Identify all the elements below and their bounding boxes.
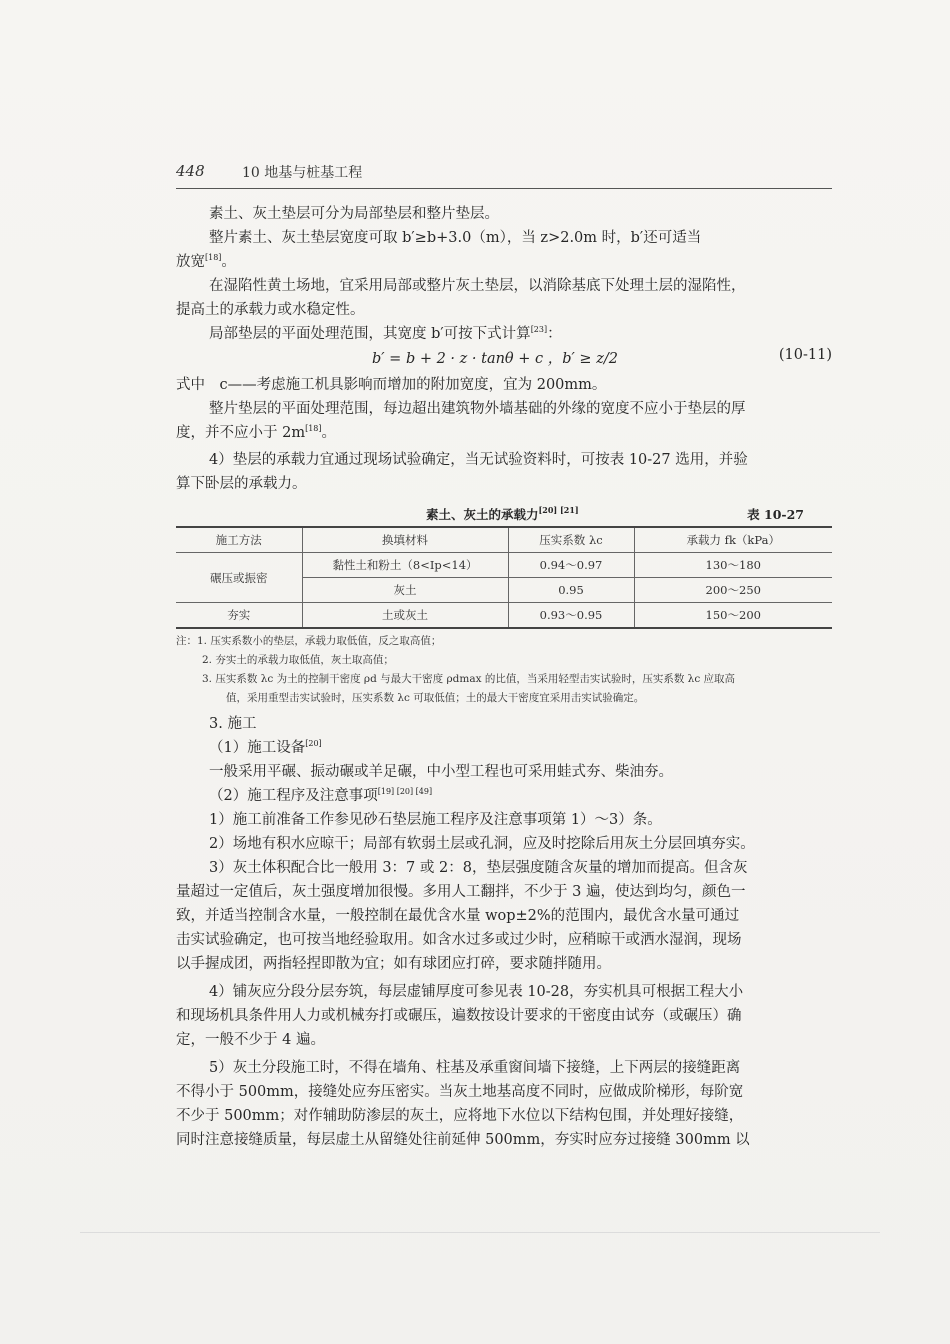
table-number: 表 10-27 [747, 507, 804, 522]
table-cell: 土或灰土 [302, 603, 508, 629]
table-row [176, 553, 832, 578]
paragraph: 整片垫层的平面处理范围，每边超出建筑物外墙基础的外缘的宽度不应小于垫层的厚 [209, 401, 746, 417]
paragraph: 算下卧层的承载力。 [176, 476, 307, 492]
paragraph: 和现场机具条件用人力或机械夯打或碾压，遍数按设计要求的干密度由试夯（或碾压）确 [176, 1008, 742, 1024]
table-header-row [176, 527, 832, 553]
paragraph: 整片素土、灰土垫层宽度可取 b′≥b+3.0（m），当 z>2.0m 时，b′还可适当 [209, 230, 702, 246]
bearing-capacity-table [176, 526, 832, 629]
table-cell: 0.93～0.95 [508, 603, 634, 629]
note-line: 注：1. 压实系数小的垫层，承载力取低值，反之取高值； [176, 635, 442, 647]
formula-10-11 [176, 347, 832, 371]
paragraph: 不少于 500mm；对作辅助防渗层的灰土，应将地下水位以下结构包围，并处理好接缝， [176, 1108, 744, 1124]
note-line: 值，采用重型击实试验时，压实系数 λc 可取低值；土的最大干密度宜采用击实试验确定。 [226, 692, 645, 704]
chapter-title: 10 地基与桩基工程 [242, 165, 363, 181]
table-cell: 130～180 [634, 553, 832, 578]
paragraph: 1）施工前准备工作参见砂石垫层施工程序及注意事项第 1）～3）条。 [209, 812, 662, 828]
paragraph: 2）场地有积水应晾干；局部有软弱土层或孔洞，应及时挖除后用灰土分层回填夯实。 [209, 836, 755, 852]
table-cell: 灰土 [302, 578, 508, 603]
section-heading: 3. 施工 [209, 716, 257, 732]
formula-number: (10-11) [778, 347, 832, 363]
paragraph: 式中 c——考虑施工机具影响而增加的附加宽度，宜为 200mm。 [176, 377, 607, 393]
paragraph: 度，并不应小于 2m[18]。 [176, 424, 337, 441]
table-cell: 黏性土和粉土（8<Ip<14） [302, 553, 508, 578]
note-line: 2. 夯实土的承载力取低值，灰土取高值； [202, 654, 394, 666]
running-header [176, 160, 832, 189]
paragraph: 4）垫层的承载力宜通过现场试验确定，当无试验资料时，可按表 10-27 选用，并验 [209, 452, 748, 468]
page-bottom-rule [80, 1232, 880, 1233]
paragraph: 不得小于 500mm，接缝处应夯压密实。当灰土地基高度不同时，应做成阶梯形，每阶宽 [176, 1084, 744, 1100]
citation: [18] [305, 424, 322, 433]
citation: [19] [20] [49] [377, 787, 433, 796]
paragraph: 同时注意接缝质量，每层虚土从留缝处往前延伸 500mm，夯实时应夯过接缝 300mm 以 [176, 1132, 750, 1148]
paragraph: 素土、灰土垫层可分为局部垫层和整片垫层。 [209, 206, 499, 222]
intro-paragraphs [176, 202, 832, 346]
paragraph: 3）灰土体积配合比一般用 3：7 或 2：8，垫层强度随含灰量的增加而提高。但含灰 [209, 860, 748, 876]
paragraph: 5）灰土分段施工时，不得在墙角、柱基及承重窗间墙下接缝，上下两层的接缝距离 [209, 1060, 741, 1076]
paragraph: 定，一般不少于 4 遍。 [176, 1032, 325, 1048]
table-cell-method: 夯实 [176, 603, 302, 629]
subsection-heading: （2）施工程序及注意事项[19] [20] [49] [209, 787, 433, 804]
table-cell: 0.95 [508, 578, 634, 603]
formula-expression: b′ = b + 2 · z · tanθ + c ，b′ ≥ z/2 [372, 351, 618, 367]
paragraph: 在湿陷性黄土场地，宜采用局部或整片灰土垫层，以消除基底下处理土层的湿陷性， [209, 278, 746, 294]
table-notes [176, 632, 832, 708]
citation: [18] [205, 253, 222, 262]
table-cell: 150～200 [634, 603, 832, 629]
table-header-cell: 压实系数 λc [508, 527, 634, 553]
subsection-heading: （1）施工设备[20] [209, 739, 322, 756]
note-line: 3. 压实系数 λc 为土的控制干密度 ρd 与最大干密度 ρdmax 的比值，当采用轻型击实试验时，压实系数 λc 应取高 [202, 673, 736, 685]
paragraph: 以手握成团，两指轻捏即散为宜；如有球团应打碎，要求随拌随用。 [176, 956, 611, 972]
citation: [20] [305, 739, 322, 748]
paragraph: 提高土的承载力或水稳定性。 [176, 302, 365, 318]
paragraph: 局部垫层的平面处理范围，其宽度 b′可按下式计算[23]： [209, 325, 562, 342]
paragraph: 量超过一定值后，灰土强度增加很慢。多用人工翻拌，不少于 3 遍，使达到均匀，颜色一 [176, 884, 746, 900]
table-header-cell: 施工方法 [176, 527, 302, 553]
table-caption [176, 505, 832, 525]
paragraph: 放宽[18]。 [176, 253, 236, 270]
table-cell: 0.94～0.97 [508, 553, 634, 578]
paragraph: 一般采用平碾、振动碾或羊足碾，中小型工程也可采用蛙式夯、柴油夯。 [209, 764, 673, 780]
paragraph: 4）铺灰应分段分层夯筑，每层虚铺厚度可参见表 10-28，夯实机具可根据工程大小 [209, 984, 744, 1000]
mid-paragraphs [176, 373, 832, 496]
paragraph: 致，并适当控制含水量，一般控制在最优含水量 wop±2%的范围内，最优含水量可通过 [176, 908, 740, 924]
table-header-cell: 换填材料 [302, 527, 508, 553]
page-number: 448 [176, 162, 205, 180]
citation: [23] [530, 325, 548, 334]
construction-section [176, 712, 832, 1152]
table-title: 素土、灰土的承载力[20] [21] [426, 505, 579, 522]
table-cell: 200～250 [634, 578, 832, 603]
table-header-cell: 承载力 fk（kPa） [634, 527, 832, 553]
table-cell-method: 碾压或振密 [176, 553, 302, 603]
paragraph: 击实试验确定，也可按当地经验取用。如含水过多或过少时，应稍晾干或洒水湿润，现场 [176, 932, 742, 948]
table-row [176, 603, 832, 629]
